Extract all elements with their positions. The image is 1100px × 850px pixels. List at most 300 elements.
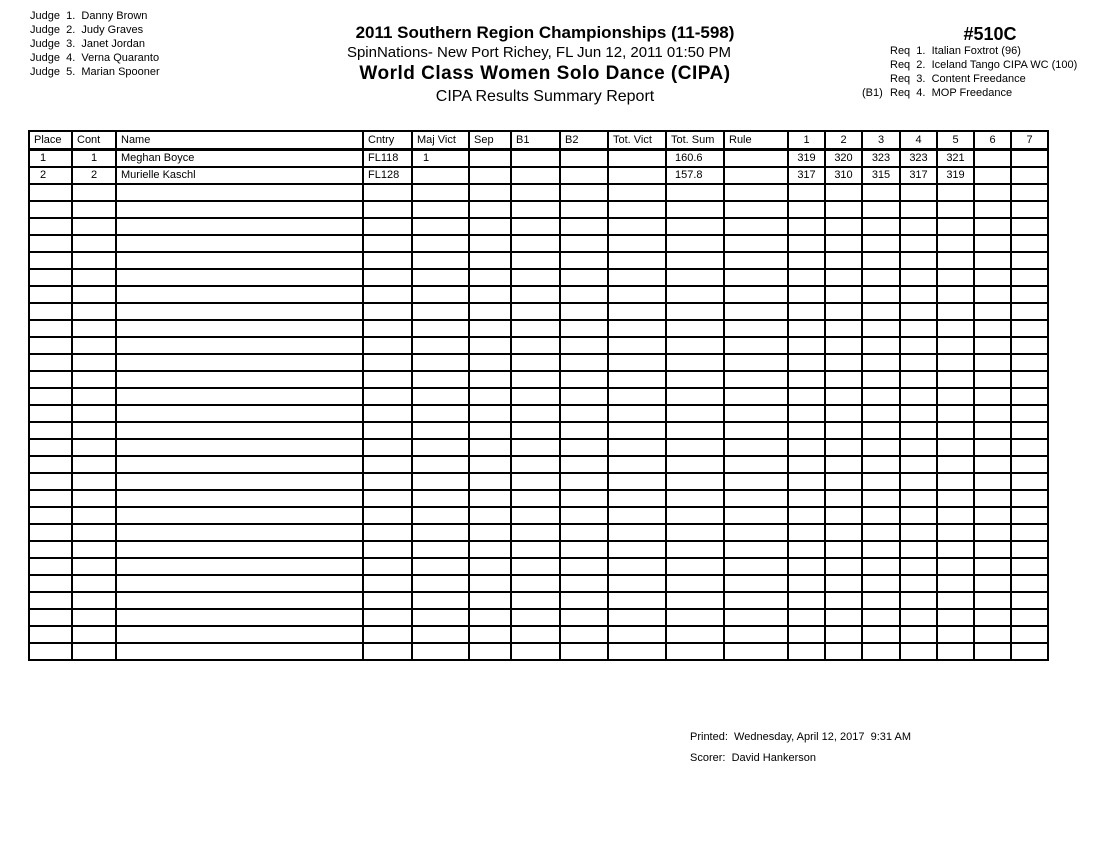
- empty-cell: [412, 439, 469, 456]
- empty-cell: [72, 507, 116, 524]
- col-header-judge-7: 7: [1011, 131, 1048, 150]
- empty-cell: [825, 320, 862, 337]
- empty-cell: [974, 592, 1011, 609]
- event-number: #510C: [963, 24, 1017, 44]
- empty-cell: [363, 592, 412, 609]
- empty-cell: [511, 371, 560, 388]
- empty-cell: [363, 235, 412, 252]
- empty-cell: [937, 490, 974, 507]
- requirement-name: MOP Freedance: [931, 87, 1013, 99]
- judge-row: [30, 51, 160, 65]
- empty-cell: [724, 388, 788, 405]
- empty-cell: [560, 422, 608, 439]
- col-header-cntry: Cntry: [363, 131, 412, 150]
- empty-cell: [724, 337, 788, 354]
- empty-cell: [116, 422, 363, 439]
- empty-cell: [72, 218, 116, 235]
- empty-table-row: [29, 286, 1048, 303]
- empty-cell: [469, 507, 511, 524]
- empty-cell: [1011, 184, 1048, 201]
- empty-cell: [666, 337, 724, 354]
- col-header-sep: Sep: [469, 131, 511, 150]
- empty-cell: [862, 303, 900, 320]
- empty-cell: [608, 388, 666, 405]
- empty-cell: [72, 592, 116, 609]
- empty-cell: [72, 422, 116, 439]
- empty-cell: [788, 473, 825, 490]
- empty-cell: [724, 456, 788, 473]
- empty-cell: [900, 218, 937, 235]
- empty-cell: [560, 252, 608, 269]
- empty-cell: [900, 201, 937, 218]
- empty-cell: [412, 524, 469, 541]
- empty-cell: [900, 490, 937, 507]
- empty-cell: [825, 643, 862, 660]
- empty-cell: [72, 575, 116, 592]
- empty-cell: [788, 388, 825, 405]
- empty-cell: [724, 405, 788, 422]
- empty-cell: [363, 473, 412, 490]
- empty-cell: [511, 320, 560, 337]
- empty-cell: [116, 456, 363, 473]
- empty-cell: [825, 473, 862, 490]
- empty-cell: [974, 524, 1011, 541]
- empty-cell: [363, 626, 412, 643]
- empty-cell: [608, 252, 666, 269]
- empty-cell: [363, 524, 412, 541]
- col-header-judge-2: 2: [825, 131, 862, 150]
- col-header-tot-sum: Tot. Sum: [666, 131, 724, 150]
- empty-cell: [608, 235, 666, 252]
- empty-cell: [1011, 354, 1048, 371]
- empty-cell: [29, 541, 72, 558]
- empty-cell: [862, 422, 900, 439]
- empty-cell: [724, 473, 788, 490]
- empty-cell: [608, 405, 666, 422]
- empty-cell: [937, 388, 974, 405]
- empty-cell: [29, 252, 72, 269]
- empty-cell: [788, 269, 825, 286]
- empty-cell: [974, 490, 1011, 507]
- empty-cell: [469, 371, 511, 388]
- empty-table-row: [29, 609, 1048, 626]
- empty-cell: [608, 626, 666, 643]
- empty-cell: [724, 558, 788, 575]
- empty-cell: [974, 422, 1011, 439]
- empty-cell: [412, 643, 469, 660]
- empty-cell: [116, 490, 363, 507]
- requirement-row: [862, 72, 1077, 86]
- empty-cell: [511, 592, 560, 609]
- empty-cell: [724, 575, 788, 592]
- empty-cell: [937, 609, 974, 626]
- empty-cell: [412, 337, 469, 354]
- empty-cell: [72, 473, 116, 490]
- empty-cell: [900, 388, 937, 405]
- empty-cell: [825, 218, 862, 235]
- empty-table-row: [29, 541, 1048, 558]
- scorer-line: [690, 748, 911, 769]
- cell-b1: [511, 150, 560, 168]
- empty-cell: [974, 371, 1011, 388]
- report-header: [320, 22, 770, 107]
- empty-cell: [974, 269, 1011, 286]
- empty-cell: [788, 235, 825, 252]
- empty-cell: [608, 507, 666, 524]
- empty-cell: [560, 235, 608, 252]
- empty-cell: [72, 286, 116, 303]
- empty-table-row: [29, 456, 1048, 473]
- empty-table-row: [29, 422, 1048, 439]
- empty-cell: [363, 337, 412, 354]
- empty-cell: [363, 575, 412, 592]
- empty-cell: [511, 643, 560, 660]
- empty-cell: [412, 609, 469, 626]
- empty-cell: [560, 371, 608, 388]
- empty-table-row: [29, 405, 1048, 422]
- empty-cell: [937, 371, 974, 388]
- empty-cell: [724, 422, 788, 439]
- empty-cell: [937, 473, 974, 490]
- empty-cell: [1011, 592, 1048, 609]
- empty-cell: [937, 303, 974, 320]
- empty-cell: [825, 184, 862, 201]
- empty-cell: [825, 524, 862, 541]
- empty-cell: [1011, 643, 1048, 660]
- empty-cell: [412, 490, 469, 507]
- empty-cell: [116, 354, 363, 371]
- cell-name: Murielle Kaschl: [116, 167, 363, 184]
- cell-judge-3: 323: [862, 150, 900, 168]
- empty-cell: [608, 269, 666, 286]
- empty-cell: [825, 252, 862, 269]
- empty-cell: [363, 541, 412, 558]
- empty-cell: [974, 252, 1011, 269]
- col-header-judge-3: 3: [862, 131, 900, 150]
- empty-cell: [363, 422, 412, 439]
- empty-cell: [511, 558, 560, 575]
- empty-cell: [29, 473, 72, 490]
- empty-cell: [116, 303, 363, 320]
- empty-cell: [825, 592, 862, 609]
- empty-cell: [608, 286, 666, 303]
- empty-cell: [560, 575, 608, 592]
- cell-judge-6: [974, 167, 1011, 184]
- empty-cell: [116, 626, 363, 643]
- empty-cell: [608, 524, 666, 541]
- empty-cell: [666, 558, 724, 575]
- empty-cell: [900, 405, 937, 422]
- empty-cell: [412, 541, 469, 558]
- empty-cell: [666, 252, 724, 269]
- empty-table-row: [29, 371, 1048, 388]
- empty-cell: [724, 269, 788, 286]
- printed-label: Printed:: [690, 731, 728, 743]
- empty-cell: [560, 337, 608, 354]
- empty-cell: [469, 337, 511, 354]
- empty-cell: [116, 388, 363, 405]
- empty-cell: [29, 558, 72, 575]
- empty-cell: [72, 524, 116, 541]
- cell-name: Meghan Boyce: [116, 150, 363, 168]
- empty-cell: [666, 575, 724, 592]
- empty-cell: [788, 643, 825, 660]
- empty-cell: [1011, 303, 1048, 320]
- empty-cell: [724, 354, 788, 371]
- empty-cell: [974, 558, 1011, 575]
- cell-maj-vict: [412, 167, 469, 184]
- scorer-value: David Hankerson: [731, 752, 816, 764]
- requirement-prefix: (B1): [862, 87, 883, 99]
- empty-cell: [1011, 235, 1048, 252]
- empty-cell: [511, 541, 560, 558]
- cell-rule: [724, 150, 788, 168]
- empty-cell: [560, 439, 608, 456]
- empty-cell: [363, 388, 412, 405]
- empty-cell: [412, 371, 469, 388]
- empty-cell: [666, 643, 724, 660]
- empty-cell: [511, 507, 560, 524]
- empty-cell: [1011, 320, 1048, 337]
- empty-cell: [1011, 269, 1048, 286]
- empty-cell: [1011, 218, 1048, 235]
- empty-cell: [724, 439, 788, 456]
- empty-cell: [412, 473, 469, 490]
- empty-cell: [116, 541, 363, 558]
- empty-cell: [666, 218, 724, 235]
- empty-cell: [511, 252, 560, 269]
- empty-cell: [1011, 371, 1048, 388]
- col-header-cont: Cont: [72, 131, 116, 150]
- empty-cell: [412, 303, 469, 320]
- empty-cell: [788, 507, 825, 524]
- empty-cell: [608, 371, 666, 388]
- empty-table-row: [29, 320, 1048, 337]
- empty-cell: [29, 303, 72, 320]
- empty-cell: [469, 286, 511, 303]
- empty-cell: [862, 184, 900, 201]
- empty-cell: [666, 456, 724, 473]
- empty-cell: [469, 558, 511, 575]
- empty-cell: [862, 269, 900, 286]
- empty-cell: [862, 405, 900, 422]
- empty-cell: [1011, 201, 1048, 218]
- empty-cell: [1011, 609, 1048, 626]
- col-header-judge-6: 6: [974, 131, 1011, 150]
- empty-table-row: [29, 388, 1048, 405]
- empty-cell: [825, 371, 862, 388]
- cell-judge-5: 319: [937, 167, 974, 184]
- empty-cell: [116, 252, 363, 269]
- empty-table-row: [29, 201, 1048, 218]
- empty-cell: [412, 269, 469, 286]
- empty-cell: [560, 456, 608, 473]
- empty-cell: [974, 388, 1011, 405]
- empty-cell: [937, 184, 974, 201]
- empty-cell: [900, 439, 937, 456]
- empty-cell: [72, 626, 116, 643]
- empty-cell: [72, 337, 116, 354]
- empty-cell: [666, 439, 724, 456]
- empty-cell: [116, 405, 363, 422]
- col-header-judge-5: 5: [937, 131, 974, 150]
- empty-cell: [862, 388, 900, 405]
- empty-cell: [363, 320, 412, 337]
- empty-cell: [29, 609, 72, 626]
- cell-tot-vict: [608, 167, 666, 184]
- empty-cell: [511, 337, 560, 354]
- empty-cell: [608, 643, 666, 660]
- empty-cell: [511, 388, 560, 405]
- empty-table-row: [29, 303, 1048, 320]
- empty-cell: [116, 269, 363, 286]
- empty-cell: [412, 405, 469, 422]
- empty-cell: [560, 286, 608, 303]
- requirement-row: [862, 44, 1077, 58]
- empty-cell: [469, 235, 511, 252]
- empty-cell: [608, 303, 666, 320]
- empty-table-row: [29, 252, 1048, 269]
- empty-cell: [862, 592, 900, 609]
- empty-cell: [469, 609, 511, 626]
- cell-rule: [724, 167, 788, 184]
- requirement-label: Req 4.: [890, 87, 926, 99]
- empty-cell: [788, 609, 825, 626]
- empty-cell: [1011, 626, 1048, 643]
- empty-cell: [937, 218, 974, 235]
- empty-cell: [608, 541, 666, 558]
- empty-cell: [825, 490, 862, 507]
- cell-judge-4: 317: [900, 167, 937, 184]
- empty-cell: [666, 609, 724, 626]
- empty-cell: [900, 269, 937, 286]
- cell-b2: [560, 150, 608, 168]
- empty-cell: [560, 490, 608, 507]
- empty-cell: [900, 235, 937, 252]
- empty-cell: [608, 184, 666, 201]
- empty-cell: [900, 337, 937, 354]
- col-header-b2: B2: [560, 131, 608, 150]
- empty-cell: [724, 643, 788, 660]
- judge-row: [30, 37, 160, 51]
- empty-cell: [974, 286, 1011, 303]
- empty-cell: [1011, 456, 1048, 473]
- empty-cell: [862, 490, 900, 507]
- empty-cell: [974, 218, 1011, 235]
- empty-cell: [666, 405, 724, 422]
- cell-judge-2: 320: [825, 150, 862, 168]
- empty-cell: [72, 439, 116, 456]
- empty-cell: [560, 388, 608, 405]
- empty-cell: [825, 303, 862, 320]
- empty-cell: [116, 507, 363, 524]
- judge-row: [30, 65, 160, 79]
- empty-cell: [788, 371, 825, 388]
- empty-cell: [825, 388, 862, 405]
- empty-cell: [511, 303, 560, 320]
- empty-cell: [900, 541, 937, 558]
- cell-place: 2: [29, 167, 72, 184]
- empty-cell: [29, 320, 72, 337]
- empty-cell: [825, 201, 862, 218]
- empty-cell: [560, 184, 608, 201]
- empty-cell: [788, 184, 825, 201]
- empty-cell: [608, 490, 666, 507]
- empty-cell: [469, 388, 511, 405]
- empty-cell: [511, 286, 560, 303]
- empty-cell: [788, 592, 825, 609]
- empty-cell: [937, 541, 974, 558]
- requirement-label: Req 3.: [890, 73, 926, 85]
- empty-cell: [72, 609, 116, 626]
- empty-cell: [724, 541, 788, 558]
- empty-cell: [974, 473, 1011, 490]
- empty-cell: [666, 592, 724, 609]
- empty-cell: [862, 643, 900, 660]
- empty-cell: [116, 218, 363, 235]
- empty-cell: [469, 490, 511, 507]
- empty-cell: [363, 405, 412, 422]
- empty-cell: [974, 201, 1011, 218]
- empty-cell: [724, 507, 788, 524]
- empty-cell: [560, 592, 608, 609]
- empty-cell: [666, 507, 724, 524]
- empty-cell: [560, 201, 608, 218]
- empty-cell: [862, 201, 900, 218]
- empty-cell: [511, 473, 560, 490]
- empty-cell: [363, 184, 412, 201]
- empty-cell: [116, 558, 363, 575]
- empty-cell: [412, 592, 469, 609]
- empty-cell: [724, 235, 788, 252]
- empty-cell: [560, 558, 608, 575]
- empty-cell: [862, 252, 900, 269]
- empty-cell: [469, 405, 511, 422]
- empty-cell: [511, 524, 560, 541]
- empty-cell: [469, 643, 511, 660]
- judge-name: Verna Quaranto: [81, 52, 160, 64]
- empty-cell: [788, 286, 825, 303]
- empty-cell: [560, 320, 608, 337]
- empty-table-row: [29, 575, 1048, 592]
- empty-cell: [412, 388, 469, 405]
- empty-cell: [363, 201, 412, 218]
- empty-cell: [72, 371, 116, 388]
- empty-table-row: [29, 490, 1048, 507]
- empty-cell: [29, 524, 72, 541]
- empty-cell: [666, 490, 724, 507]
- empty-cell: [900, 473, 937, 490]
- empty-cell: [666, 371, 724, 388]
- empty-cell: [72, 541, 116, 558]
- empty-cell: [1011, 337, 1048, 354]
- empty-cell: [937, 592, 974, 609]
- empty-cell: [469, 201, 511, 218]
- empty-cell: [724, 490, 788, 507]
- empty-cell: [608, 320, 666, 337]
- empty-cell: [1011, 439, 1048, 456]
- empty-cell: [116, 371, 363, 388]
- empty-cell: [862, 320, 900, 337]
- empty-cell: [937, 286, 974, 303]
- cell-tot-sum: 157.8: [666, 167, 724, 184]
- empty-cell: [862, 473, 900, 490]
- empty-cell: [974, 235, 1011, 252]
- empty-cell: [511, 235, 560, 252]
- empty-cell: [511, 269, 560, 286]
- empty-cell: [363, 269, 412, 286]
- cell-cont: 1: [72, 150, 116, 168]
